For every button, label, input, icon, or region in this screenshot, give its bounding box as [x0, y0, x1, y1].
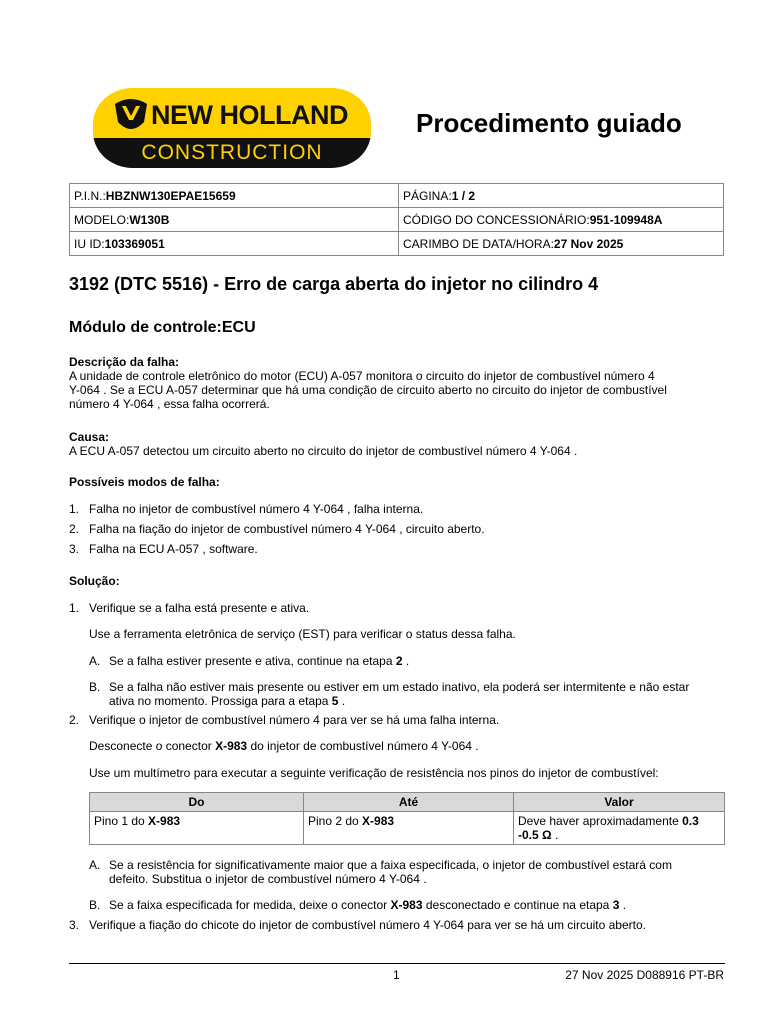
page-title: Procedimento guiado: [416, 108, 682, 138]
fault-description-label: Descrição da falha:: [69, 355, 180, 369]
table-cell-to: Pino 2 do X-983: [304, 812, 514, 845]
step-2-instruction-2: Use um multímetro para executar a seguinte verificação de resistência nos pinos do injetor de combustível:: [89, 766, 659, 780]
page-cell: PÁGINA:1 / 2: [399, 184, 724, 208]
step-2-instruction-1: Desconecte o conector X-983 do injetor de combustível número 4 Y-064 .: [89, 739, 479, 753]
fault-heading: 3192 (DTC 5516) - Erro de carga aberta do injetor no cilindro 4: [69, 274, 599, 294]
logo-division: CONSTRUCTION: [141, 141, 323, 164]
fault-description-text: A unidade de controle eletrônico do motor (ECU) A-057 monitora o circuito do injetor de combustível número 4 Y-064 . Se a ECU A-057 determinar que há uma condição de circuito aberto no circuito do injetor de combustível número 4 Y-064 , essa falha ocorrerá.: [69, 369, 667, 411]
header-info-table: [69, 183, 724, 256]
new-holland-emblem-icon: [111, 96, 151, 134]
cause-label: Causa:: [69, 430, 110, 444]
resistance-table: [89, 792, 725, 845]
step-1-instruction: Use a ferramenta eletrônica de serviço (EST) para verificar o status dessa falha.: [89, 627, 516, 641]
footer-divider: [69, 963, 725, 964]
table-cell-value: Deve haver aproximadamente 0.3 -0.5 Ω .: [514, 812, 725, 845]
failure-modes-label: Possíveis modos de falha:: [69, 475, 220, 489]
table-header-from: Do: [90, 793, 304, 812]
table-cell-from: Pino 1 do X-983: [90, 812, 304, 845]
table-header-value: Valor: [514, 793, 725, 812]
module-heading: Módulo de controle:ECU: [69, 319, 256, 336]
footer-doc-info: 27 Nov 2025 D088916 PT-BR: [565, 968, 724, 982]
model-cell: MODELO:W130B: [70, 208, 399, 232]
cause-text: A ECU A-057 detectou um circuito aberto no circuito do injetor de combustível número 4 Y-064 .: [69, 444, 578, 458]
dealer-cell: CÓDIGO DO CONCESSIONÁRIO:951-109948A: [399, 208, 724, 232]
solution-label: Solução:: [69, 574, 120, 588]
pin-cell: P.I.N.:HBZNW130EPAE15659: [70, 184, 399, 208]
iu-id-cell: IU ID:103369051: [70, 232, 399, 256]
footer-page-number: 1: [393, 968, 400, 982]
table-row: [90, 812, 725, 845]
timestamp-cell: CARIMBO DE DATA/HORA:27 Nov 2025: [399, 232, 724, 256]
logo-brand: NEW HOLLAND: [151, 100, 348, 130]
new-holland-logo: [93, 88, 371, 168]
table-header-to: Até: [304, 793, 514, 812]
